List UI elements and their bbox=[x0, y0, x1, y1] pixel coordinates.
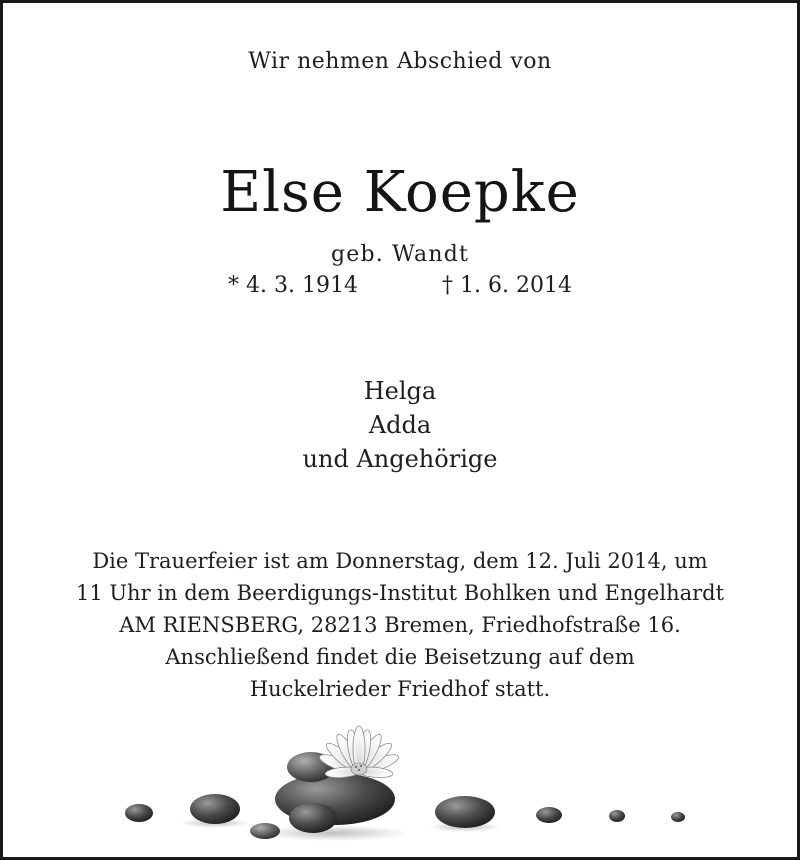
ceremony-line: Die Trauerfeier ist am Donnerstag, dem 12. Juli 2014, um bbox=[92, 549, 708, 573]
lotus-flower-on-stones-icon bbox=[3, 719, 797, 857]
mourner-name: Helga bbox=[363, 377, 437, 405]
lotus-icon bbox=[317, 726, 400, 779]
ceremony-line: AM RIENSBERG, 28213 Bremen, Friedhofstraße 16. bbox=[119, 613, 681, 637]
mourner-name: und Angehörige bbox=[302, 445, 498, 473]
stone-icon bbox=[250, 823, 280, 839]
mourner-name: Adda bbox=[368, 411, 432, 439]
stone-icon bbox=[435, 796, 495, 828]
death-date: † 1. 6. 2014 bbox=[442, 273, 572, 298]
ceremony-line: Anschließend findet die Beisetzung auf dem bbox=[165, 645, 635, 669]
intro-text: Wir nehmen Abschied von bbox=[248, 49, 552, 74]
life-dates bbox=[3, 275, 797, 297]
stone-icon bbox=[536, 807, 562, 823]
maiden-name: geb. Wandt bbox=[330, 242, 470, 267]
stone-icon bbox=[671, 812, 685, 822]
stone-icon bbox=[125, 804, 153, 822]
stone-icon bbox=[190, 794, 240, 824]
ceremony-line: Huckelrieder Friedhof statt. bbox=[249, 677, 551, 701]
birth-date: * 4. 3. 1914 bbox=[228, 273, 358, 298]
deceased-name: Else Koepke bbox=[220, 160, 580, 225]
stone-icon bbox=[289, 803, 337, 833]
ceremony-line: 11 Uhr in dem Beerdigungs-Institut Bohlken und Engelhardt bbox=[75, 581, 725, 605]
stone-icon bbox=[609, 810, 625, 822]
